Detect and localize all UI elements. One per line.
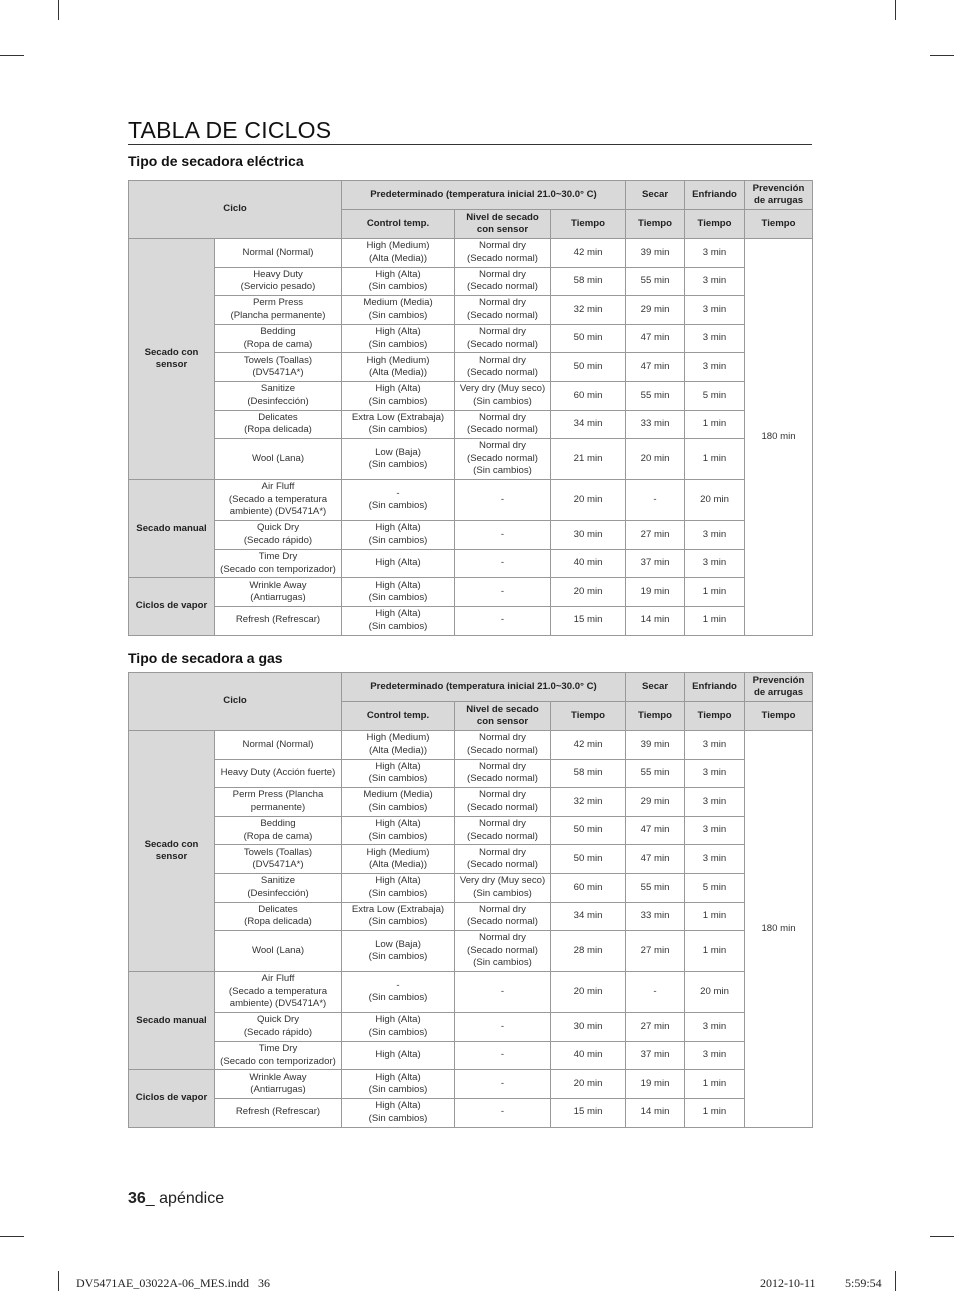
cycle-cell: Air Fluff (Secado a temperatura ambiente) (DV5471A*) <box>215 972 342 1013</box>
header-control-temp: Control temp. <box>342 702 455 731</box>
page-title: TABLA DE CICLOS <box>128 117 332 143</box>
cycle-cell: Wrinkle Away (Antiarrugas) <box>215 578 342 607</box>
cool-cell: 20 min <box>685 480 745 521</box>
dry-cell: 47 min <box>626 353 685 382</box>
time-cell: 50 min <box>551 816 626 845</box>
dry-cell: 29 min <box>626 788 685 817</box>
table-row <box>129 239 813 268</box>
header-enfriando: Enfriando <box>685 181 745 210</box>
cool-cell: 1 min <box>685 1098 745 1127</box>
temp-cell: High (Alta) <box>342 549 455 578</box>
header-tiempo: Tiempo <box>551 210 626 239</box>
time-cell: 34 min <box>551 902 626 931</box>
dry-cell: 39 min <box>626 731 685 760</box>
header-tiempo: Tiempo <box>745 210 813 239</box>
dry-cell: 20 min <box>626 439 685 480</box>
crop-mark <box>895 0 896 20</box>
level-cell: Normal dry (Secado normal) <box>455 324 551 353</box>
header-predeterminado: Predeterminado (temperatura inicial 21.0~30.0° C) <box>342 181 626 210</box>
cycle-cell: Wool (Lana) <box>215 439 342 480</box>
crop-mark <box>0 1236 24 1237</box>
electric-cycle-table <box>128 180 813 636</box>
table-row <box>129 439 813 480</box>
group-label-manual: Secado manual <box>129 480 215 578</box>
cool-cell: 1 min <box>685 902 745 931</box>
cycle-cell: Towels (Toallas) (DV5471A*) <box>215 353 342 382</box>
temp-cell: High (Alta) (Sin cambios) <box>342 606 455 635</box>
header-secar: Secar <box>626 181 685 210</box>
dry-cell: 55 min <box>626 759 685 788</box>
temp-cell: Medium (Media) (Sin cambios) <box>342 788 455 817</box>
dry-cell: 33 min <box>626 902 685 931</box>
cycle-cell: Sanitize (Desinfección) <box>215 873 342 902</box>
dry-cell: 14 min <box>626 1098 685 1127</box>
level-cell: Very dry (Muy seco) (Sin cambios) <box>455 873 551 902</box>
gas-cycle-table <box>128 672 813 1128</box>
wrinkle-time-cell: 180 min <box>745 731 813 1128</box>
cool-cell: 1 min <box>685 578 745 607</box>
cycle-cell: Perm Press (Plancha permanente) <box>215 296 342 325</box>
table-row <box>129 816 813 845</box>
table-row <box>129 902 813 931</box>
level-cell: Normal dry (Secado normal) <box>455 353 551 382</box>
header-secar: Secar <box>626 673 685 702</box>
cool-cell: 5 min <box>685 381 745 410</box>
time-cell: 42 min <box>551 239 626 268</box>
cool-cell: 3 min <box>685 1013 745 1042</box>
cool-cell: 3 min <box>685 759 745 788</box>
cool-cell: 3 min <box>685 731 745 760</box>
cool-cell: 1 min <box>685 931 745 972</box>
header-tiempo: Tiempo <box>685 702 745 731</box>
cycle-cell: Delicates (Ropa delicada) <box>215 410 342 439</box>
table-row <box>129 931 813 972</box>
dry-cell: 19 min <box>626 578 685 607</box>
table-row <box>129 1041 813 1070</box>
cool-cell: 3 min <box>685 239 745 268</box>
cool-cell: 1 min <box>685 1070 745 1099</box>
header-enfriando: Enfriando <box>685 673 745 702</box>
level-cell: Very dry (Muy seco) (Sin cambios) <box>455 381 551 410</box>
level-cell: - <box>455 521 551 550</box>
slug-filename: DV5471AE_03022A-06_MES.indd 36 <box>76 1276 270 1290</box>
dry-cell: 55 min <box>626 267 685 296</box>
temp-cell: High (Alta) (Sin cambios) <box>342 521 455 550</box>
temp-cell: High (Alta) (Sin cambios) <box>342 816 455 845</box>
dry-cell: 19 min <box>626 1070 685 1099</box>
temp-cell: - (Sin cambios) <box>342 972 455 1013</box>
header-tiempo: Tiempo <box>745 702 813 731</box>
level-cell: Normal dry (Secado normal) <box>455 788 551 817</box>
dry-cell: 47 min <box>626 816 685 845</box>
slug-time: 5:59:54 <box>845 1276 882 1290</box>
cycle-cell: Normal (Normal) <box>215 239 342 268</box>
cycle-cell: Quick Dry (Secado rápido) <box>215 1013 342 1042</box>
cycle-cell: Wool (Lana) <box>215 931 342 972</box>
header-ciclo: Ciclo <box>129 181 342 239</box>
cycle-cell: Bedding (Ropa de cama) <box>215 324 342 353</box>
cool-cell: 1 min <box>685 410 745 439</box>
gas-section-title: Tipo de secadora a gas <box>128 650 283 666</box>
cool-cell: 20 min <box>685 972 745 1013</box>
group-label-manual: Secado manual <box>129 972 215 1070</box>
table-row <box>129 267 813 296</box>
level-cell: - <box>455 1041 551 1070</box>
time-cell: 20 min <box>551 1070 626 1099</box>
dry-cell: 39 min <box>626 239 685 268</box>
temp-cell: Medium (Media) (Sin cambios) <box>342 296 455 325</box>
level-cell: Normal dry (Secado normal) <box>455 816 551 845</box>
cool-cell: 3 min <box>685 1041 745 1070</box>
header-prevencion: Prevención de arrugas <box>745 181 813 210</box>
temp-cell: High (Alta) (Sin cambios) <box>342 873 455 902</box>
level-cell: Normal dry (Secado normal) <box>455 267 551 296</box>
time-cell: 21 min <box>551 439 626 480</box>
table-row <box>129 1070 813 1099</box>
level-cell: - <box>455 549 551 578</box>
table-row <box>129 296 813 325</box>
dry-cell: 55 min <box>626 381 685 410</box>
table-row <box>129 972 813 1013</box>
level-cell: - <box>455 578 551 607</box>
group-label-vapor: Ciclos de vapor <box>129 1070 215 1127</box>
time-cell: 28 min <box>551 931 626 972</box>
level-cell: - <box>455 1013 551 1042</box>
temp-cell: High (Medium) (Alta (Media)) <box>342 353 455 382</box>
cycle-cell: Refresh (Refrescar) <box>215 1098 342 1127</box>
level-cell: Normal dry (Secado normal) <box>455 731 551 760</box>
temp-cell: Extra Low (Extrabaja) (Sin cambios) <box>342 410 455 439</box>
section-name: _ apéndice <box>145 1190 225 1207</box>
dry-cell: 33 min <box>626 410 685 439</box>
table-row <box>129 324 813 353</box>
time-cell: 60 min <box>551 873 626 902</box>
dry-cell: 47 min <box>626 845 685 874</box>
page-number: 36 <box>128 1190 146 1207</box>
header-nivel-secado: Nivel de secado con sensor <box>455 702 551 731</box>
cool-cell: 3 min <box>685 353 745 382</box>
time-cell: 20 min <box>551 480 626 521</box>
time-cell: 58 min <box>551 267 626 296</box>
header-tiempo: Tiempo <box>685 210 745 239</box>
level-cell: Normal dry (Secado normal) <box>455 902 551 931</box>
wrinkle-time-cell: 180 min <box>745 239 813 636</box>
dry-cell: 55 min <box>626 873 685 902</box>
dry-cell: 37 min <box>626 1041 685 1070</box>
temp-cell: High (Alta) <box>342 1041 455 1070</box>
crop-mark <box>58 1271 59 1291</box>
level-cell: - <box>455 1070 551 1099</box>
dry-cell: 27 min <box>626 931 685 972</box>
temp-cell: High (Alta) (Sin cambios) <box>342 381 455 410</box>
cycle-cell: Heavy Duty (Servicio pesado) <box>215 267 342 296</box>
time-cell: 50 min <box>551 353 626 382</box>
table-row <box>129 353 813 382</box>
group-label-sensor: Secado con sensor <box>129 239 215 480</box>
header-ciclo: Ciclo <box>129 673 342 731</box>
table-row <box>129 521 813 550</box>
level-cell: - <box>455 606 551 635</box>
cool-cell: 5 min <box>685 873 745 902</box>
electric-section-title: Tipo de secadora eléctrica <box>128 153 304 169</box>
crop-mark <box>930 55 954 56</box>
table-row <box>129 1098 813 1127</box>
time-cell: 20 min <box>551 972 626 1013</box>
time-cell: 30 min <box>551 1013 626 1042</box>
cycle-cell: Heavy Duty (Acción fuerte) <box>215 759 342 788</box>
dry-cell: 29 min <box>626 296 685 325</box>
temp-cell: High (Medium) (Alta (Media)) <box>342 845 455 874</box>
group-label-vapor: Ciclos de vapor <box>129 578 215 635</box>
time-cell: 20 min <box>551 578 626 607</box>
cycle-cell: Time Dry (Secado con temporizador) <box>215 549 342 578</box>
cycle-cell: Sanitize (Desinfección) <box>215 381 342 410</box>
time-cell: 32 min <box>551 296 626 325</box>
table-row <box>129 381 813 410</box>
crop-mark <box>0 55 24 56</box>
table-row <box>129 731 813 760</box>
cool-cell: 3 min <box>685 816 745 845</box>
time-cell: 50 min <box>551 845 626 874</box>
cool-cell: 3 min <box>685 296 745 325</box>
cool-cell: 3 min <box>685 324 745 353</box>
temp-cell: High (Alta) (Sin cambios) <box>342 1098 455 1127</box>
level-cell: Normal dry (Secado normal) (Sin cambios) <box>455 931 551 972</box>
cycle-cell: Perm Press (Plancha permanente) <box>215 788 342 817</box>
dry-cell: - <box>626 480 685 521</box>
table-row <box>129 759 813 788</box>
time-cell: 15 min <box>551 1098 626 1127</box>
time-cell: 42 min <box>551 731 626 760</box>
header-tiempo: Tiempo <box>626 702 685 731</box>
table-row <box>129 549 813 578</box>
crop-mark <box>58 0 59 20</box>
table-row <box>129 410 813 439</box>
time-cell: 32 min <box>551 788 626 817</box>
crop-mark <box>930 1236 954 1237</box>
cool-cell: 1 min <box>685 606 745 635</box>
slug-date: 2012-10-11 <box>760 1276 816 1290</box>
temp-cell: High (Alta) (Sin cambios) <box>342 1013 455 1042</box>
cool-cell: 3 min <box>685 521 745 550</box>
cycle-cell: Normal (Normal) <box>215 731 342 760</box>
temp-cell: Extra Low (Extrabaja) (Sin cambios) <box>342 902 455 931</box>
temp-cell: High (Alta) (Sin cambios) <box>342 1070 455 1099</box>
dry-cell: 27 min <box>626 1013 685 1042</box>
header-nivel-secado: Nivel de secado con sensor <box>455 210 551 239</box>
header-tiempo: Tiempo <box>626 210 685 239</box>
level-cell: Normal dry (Secado normal) <box>455 296 551 325</box>
level-cell: Normal dry (Secado normal) <box>455 410 551 439</box>
cool-cell: 1 min <box>685 439 745 480</box>
cycle-cell: Wrinkle Away (Antiarrugas) <box>215 1070 342 1099</box>
table-row <box>129 845 813 874</box>
cycle-cell: Air Fluff (Secado a temperatura ambiente) (DV5471A*) <box>215 480 342 521</box>
level-cell: Normal dry (Secado normal) <box>455 239 551 268</box>
level-cell: - <box>455 480 551 521</box>
level-cell: Normal dry (Secado normal) (Sin cambios) <box>455 439 551 480</box>
time-cell: 15 min <box>551 606 626 635</box>
time-cell: 40 min <box>551 549 626 578</box>
temp-cell: High (Alta) (Sin cambios) <box>342 578 455 607</box>
dry-cell: - <box>626 972 685 1013</box>
time-cell: 40 min <box>551 1041 626 1070</box>
time-cell: 60 min <box>551 381 626 410</box>
cool-cell: 3 min <box>685 788 745 817</box>
dry-cell: 37 min <box>626 549 685 578</box>
header-prevencion: Prevención de arrugas <box>745 673 813 702</box>
table-row <box>129 480 813 521</box>
temp-cell: High (Medium) (Alta (Media)) <box>342 731 455 760</box>
time-cell: 50 min <box>551 324 626 353</box>
dry-cell: 47 min <box>626 324 685 353</box>
cool-cell: 3 min <box>685 549 745 578</box>
level-cell: Normal dry (Secado normal) <box>455 845 551 874</box>
crop-mark <box>895 1271 896 1291</box>
temp-cell: High (Alta) (Sin cambios) <box>342 324 455 353</box>
time-cell: 30 min <box>551 521 626 550</box>
table-row <box>129 873 813 902</box>
cycle-cell: Quick Dry (Secado rápido) <box>215 521 342 550</box>
table-row <box>129 606 813 635</box>
level-cell: - <box>455 1098 551 1127</box>
temp-cell: High (Alta) (Sin cambios) <box>342 759 455 788</box>
group-label-sensor: Secado con sensor <box>129 731 215 972</box>
page-footer <box>128 1190 224 1208</box>
time-cell: 58 min <box>551 759 626 788</box>
cool-cell: 3 min <box>685 845 745 874</box>
time-cell: 34 min <box>551 410 626 439</box>
temp-cell: - (Sin cambios) <box>342 480 455 521</box>
temp-cell: High (Alta) (Sin cambios) <box>342 267 455 296</box>
header-tiempo: Tiempo <box>551 702 626 731</box>
cool-cell: 3 min <box>685 267 745 296</box>
cycle-cell: Refresh (Refrescar) <box>215 606 342 635</box>
header-control-temp: Control temp. <box>342 210 455 239</box>
temp-cell: Low (Baja) (Sin cambios) <box>342 439 455 480</box>
dry-cell: 27 min <box>626 521 685 550</box>
cycle-cell: Delicates (Ropa delicada) <box>215 902 342 931</box>
cycle-cell: Time Dry (Secado con temporizador) <box>215 1041 342 1070</box>
temp-cell: High (Medium) (Alta (Media)) <box>342 239 455 268</box>
level-cell: Normal dry (Secado normal) <box>455 759 551 788</box>
table-row <box>129 788 813 817</box>
temp-cell: Low (Baja) (Sin cambios) <box>342 931 455 972</box>
dry-cell: 14 min <box>626 606 685 635</box>
cycle-cell: Towels (Toallas) (DV5471A*) <box>215 845 342 874</box>
table-row <box>129 1013 813 1042</box>
cycle-cell: Bedding (Ropa de cama) <box>215 816 342 845</box>
title-divider <box>128 144 812 145</box>
level-cell: - <box>455 972 551 1013</box>
table-row <box>129 578 813 607</box>
header-predeterminado: Predeterminado (temperatura inicial 21.0~30.0° C) <box>342 673 626 702</box>
